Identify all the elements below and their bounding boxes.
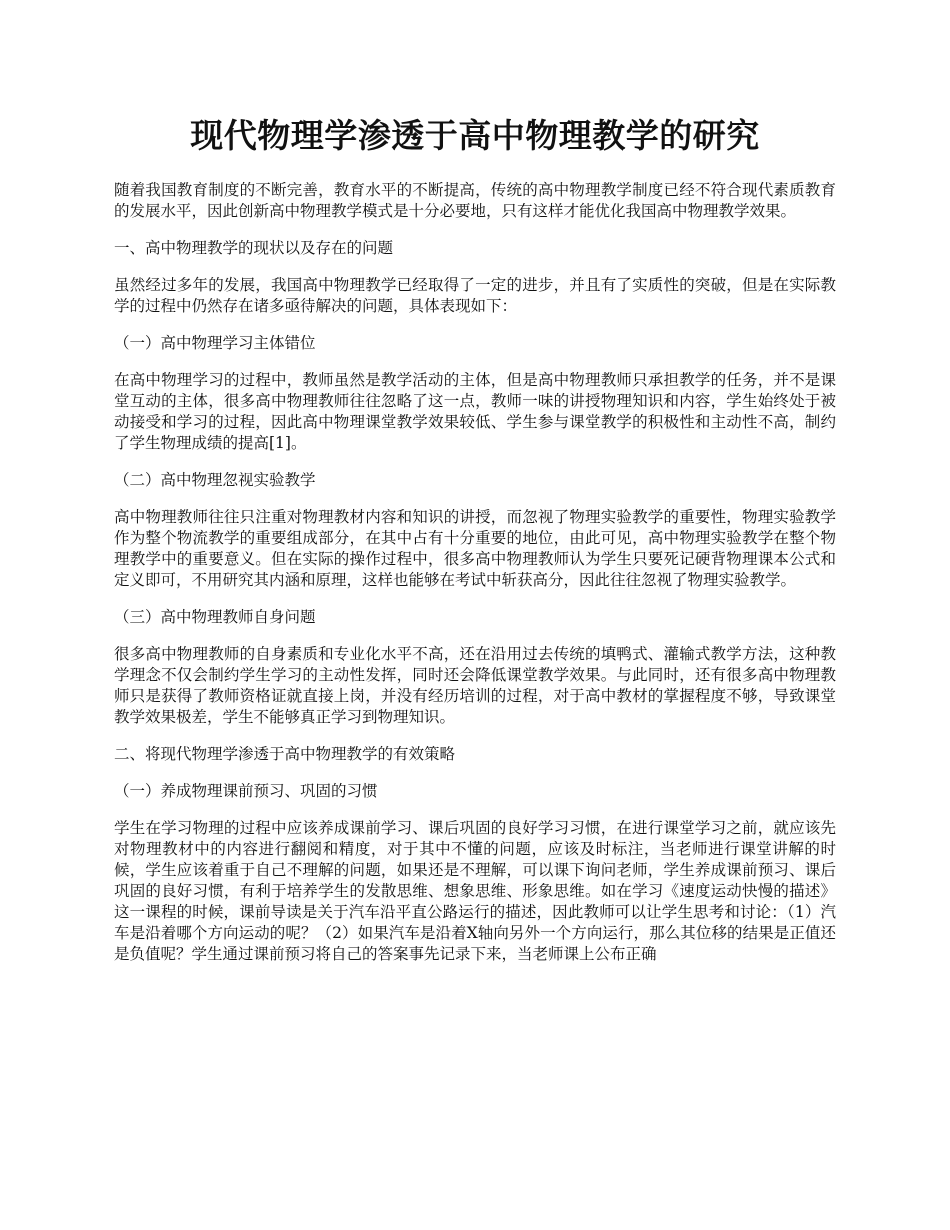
section-heading-2: 二、将现代物理学渗透于高中物理教学的有效策略 — [114, 745, 456, 763]
subsection-heading-1-3: （三）高中物理教师自身问题 — [114, 608, 316, 626]
section-heading-1: 一、高中物理教学的现状以及存在的问题 — [114, 239, 394, 257]
paragraph: 虽然经过多年的发展，我国高中物理教学已经取得了一定的进步，并且有了实质性的突破，但是在实际教学的过程中仍然存在诸多亟待解决的问题，具体表现如下： — [114, 276, 836, 315]
paragraph: 在高中物理学习的过程中，教师虽然是教学活动的主体，但是高中物理教师只承担教学的任务，并不是课堂互动的主体，很多高中物理教师往往忽略了这一点，教师一味的讲授物理知识和内容，学生始终处于被动接受和学习的过程，因此高中物理课堂教学效果较低、学生参与课堂教学的积极性和主动性不高，制约了学生物理成绩的提高[1]。 — [114, 371, 836, 452]
intro-paragraph: 随着我国教育制度的不断完善，教育水平的不断提高，传统的高中物理教学制度已经不符合现代素质教育的发展水平，因此创新高中物理教学模式是十分必要地，只有这样才能优化我国高中物理教学效果。 — [114, 181, 836, 220]
paragraph: 很多高中物理教师的自身素质和专业化水平不高，还在沿用过去传统的填鸭式、灌输式教学方法，这种教学理念不仅会制约学生学习的主动性发挥，同时还会降低课堂教学效果。与此同时，还有很多高中物理教师只是获得了教师资格证就直接上岗，并没有经历培训的过程，对于高中教材的掌握程度不够，导致课堂教学效果极差，学生不能够真正学习到物理知识。 — [114, 645, 836, 726]
subsection-heading-2-1: （一）养成物理课前预习、巩固的习惯 — [114, 782, 378, 800]
page-title: 现代物理学渗透于高中物理教学的研究 — [190, 116, 760, 155]
paragraph: 高中物理教师往往只注重对物理教材内容和知识的讲授，而忽视了物理实验教学的重要性，物理实验教学作为整个物流教学的重要组成部分，在其中占有十分重要的地位，由此可见，高中物理实验教学在整个物理教学中的重要意义。但在实际的操作过程中，很多高中物理教师认为学生只要死记硬背物理课本公式和定义即可，不用研究其内涵和原理，这样也能够在考试中斩获高分，因此往往忽视了物理实验教学。 — [114, 508, 836, 589]
subsection-heading-1-1: （一）高中物理学习主体错位 — [114, 334, 316, 352]
document-page — [114, 112, 836, 981]
paragraph: 学生在学习物理的过程中应该养成课前学习、课后巩固的良好学习习惯，在进行课堂学习之前，就应该先对物理教材中的内容进行翻阅和精度，对于其中不懂的问题，应该及时标注，当老师进行课堂讲解的时候，学生应该着重于自己不理解的问题，如果还是不理解，可以课下询问老师，学生养成课前预习、课后巩固的良好习惯，有利于培养学生的发散思维、想象思维、形象思维。如在学习《速度运动快慢的描述》这一课程的时候，课前导读是关于汽车沿平直公路运行的描述，因此教师可以让学生思考和讨论：（1）汽车是沿着哪个方向运动的呢？（2）如果汽车是沿着X轴向另外一个方向运行，那么其位移的结果是正值还是负值呢？学生通过课前预习将自己的答案事先记录下来，当老师课上公布正确 — [114, 819, 836, 963]
subsection-heading-1-2: （二）高中物理忽视实验教学 — [114, 471, 316, 489]
